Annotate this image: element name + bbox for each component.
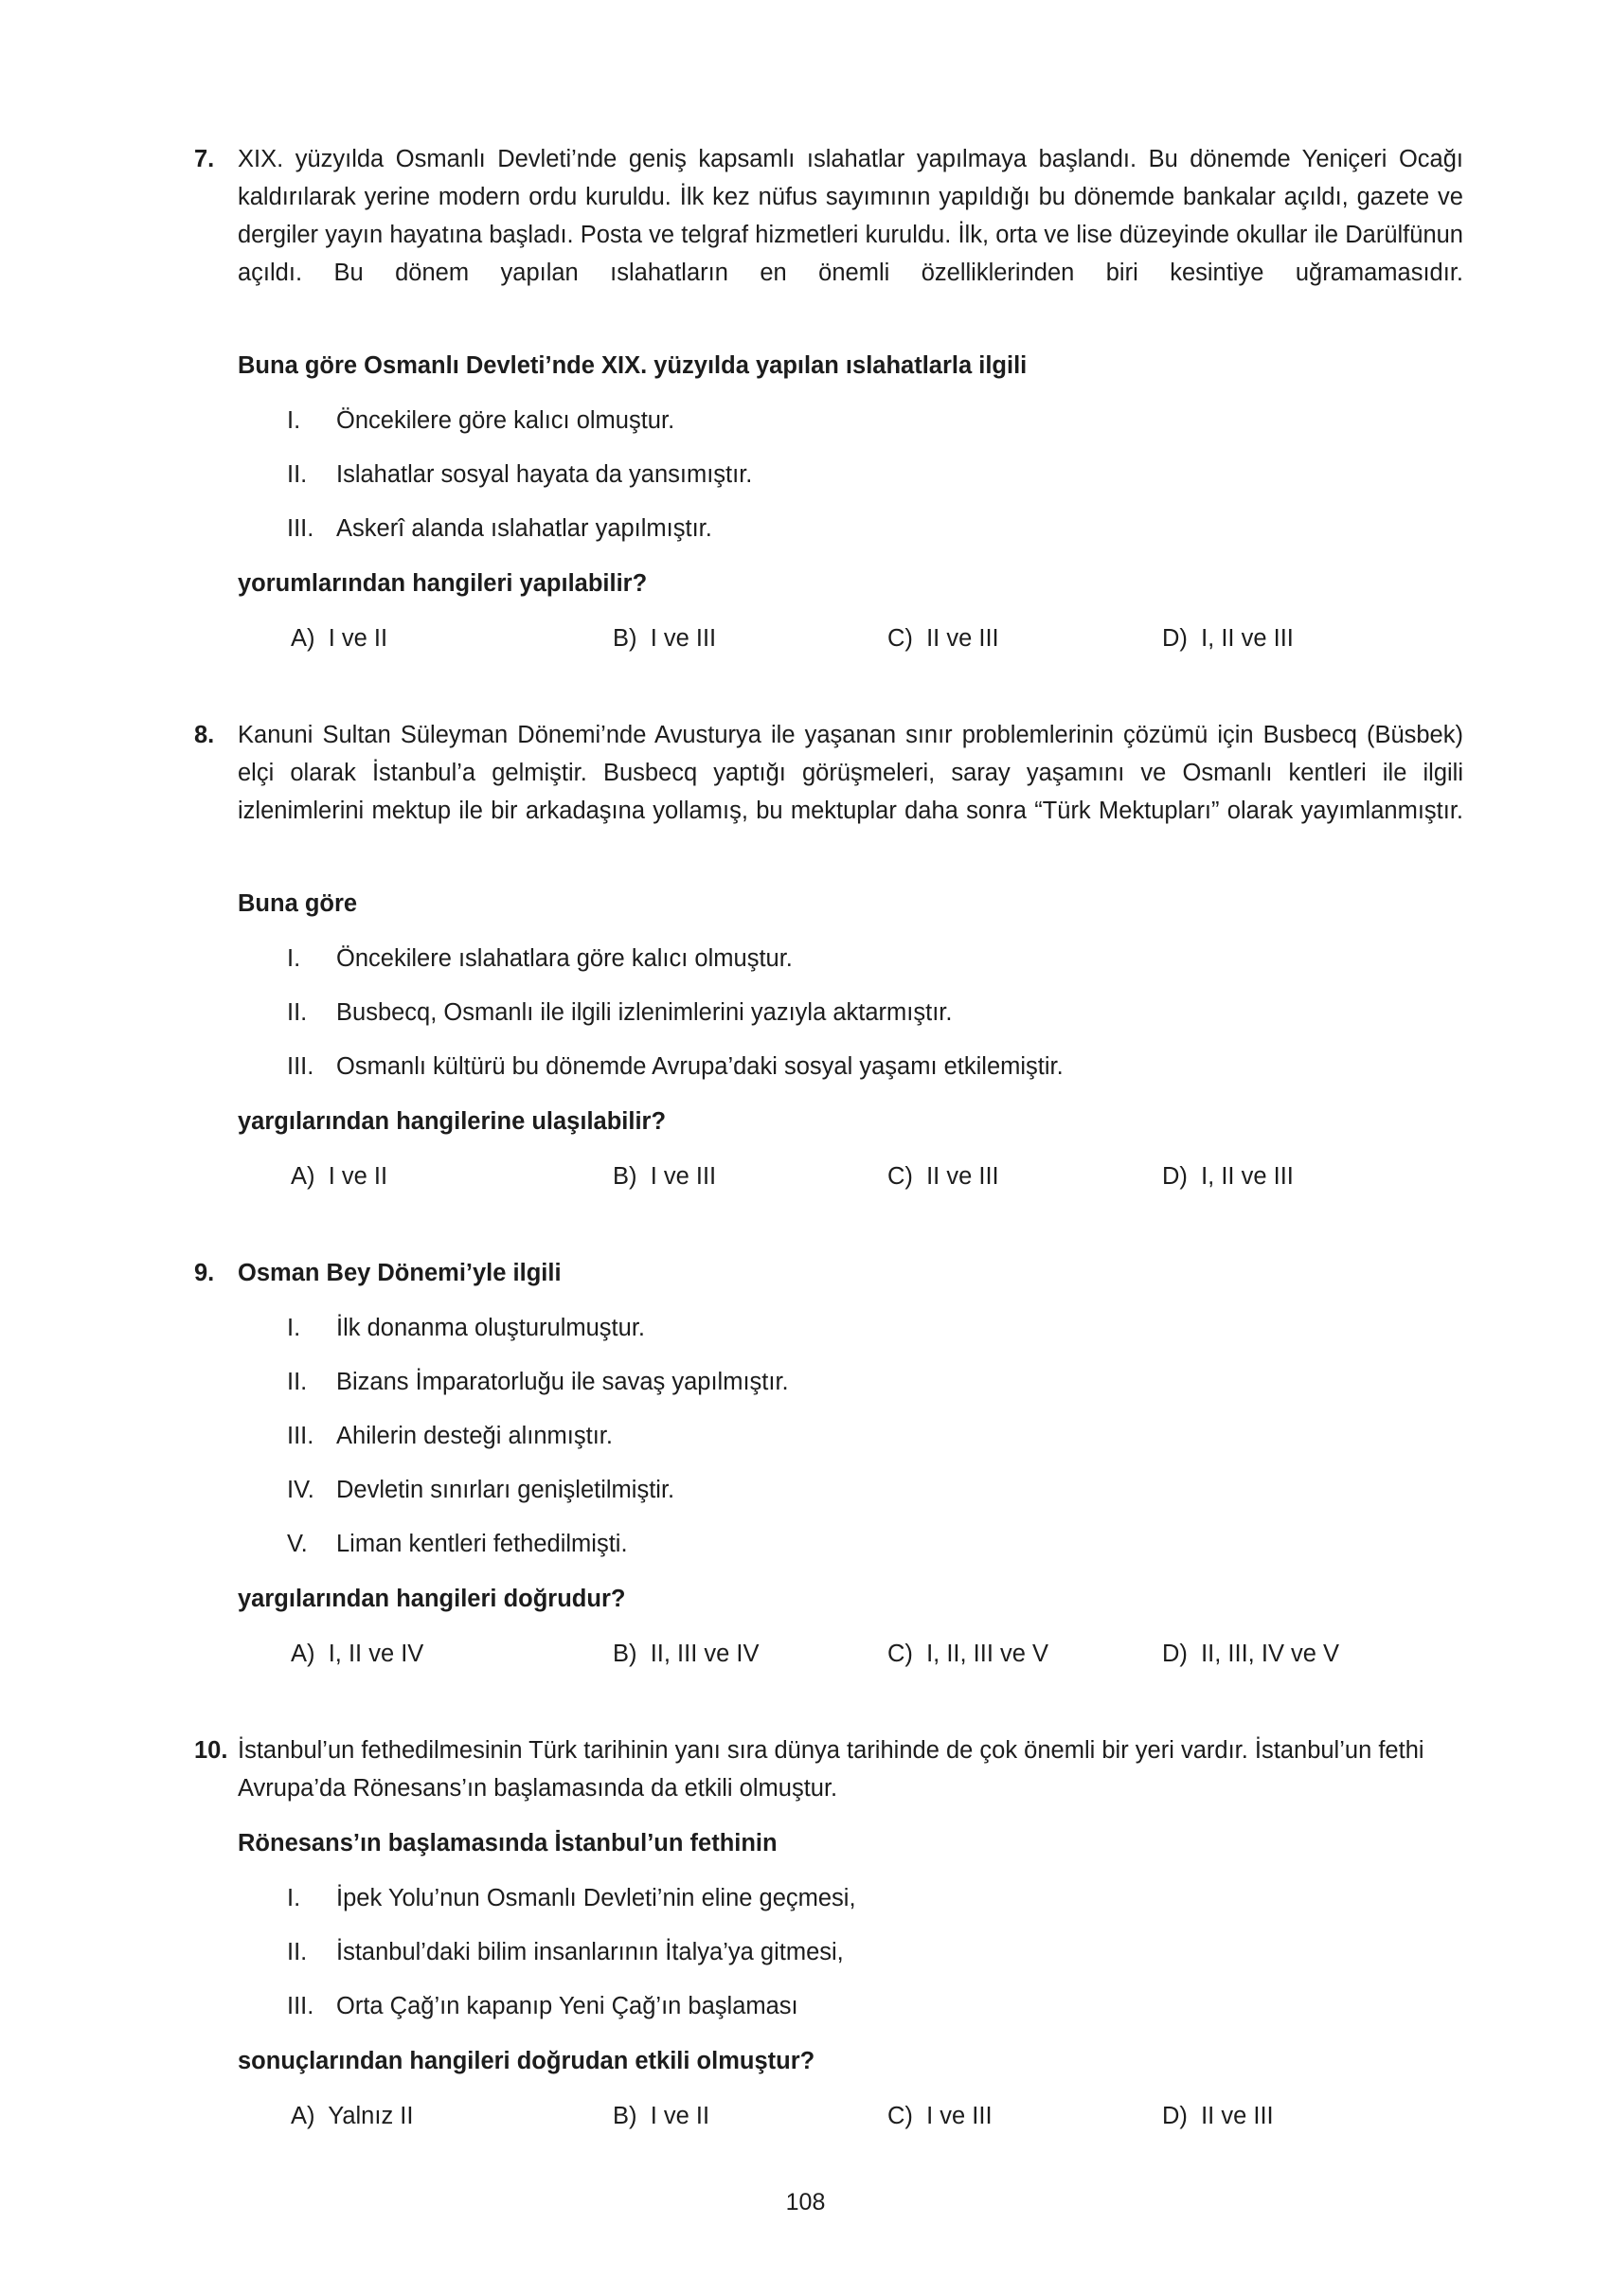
option-b[interactable]	[613, 619, 887, 657]
roman-marker: V.	[287, 1531, 308, 1557]
option-b-label: I ve II	[650, 2103, 710, 2129]
question-10-roman-list	[238, 1879, 1463, 2025]
option-a-letter: A)	[291, 2103, 322, 2129]
question-8-prompt: yargılarından hangilerine ulaşılabilir?	[238, 1108, 667, 1135]
option-d-letter: D)	[1162, 1641, 1194, 1667]
roman-marker: I.	[287, 945, 301, 972]
roman-text: Öncekilere ıslahatlara göre kalıcı olmuştur.	[336, 945, 793, 972]
spacer	[238, 602, 1463, 619]
question-8-roman-list	[238, 940, 1463, 1085]
list-item	[287, 456, 1463, 493]
spacer	[194, 1673, 1463, 1731]
roman-marker: III.	[287, 1993, 314, 2019]
list-item	[287, 510, 1463, 547]
option-d-label: II, III, IV ve V	[1201, 1641, 1340, 1667]
option-a-label: I ve II	[328, 625, 388, 652]
question-10-lead: Rönesans’ın başlamasında İstanbul’un fethinin	[238, 1830, 778, 1857]
list-item	[287, 1417, 1463, 1455]
roman-marker: III.	[287, 1053, 314, 1080]
option-d-label: II ve III	[1201, 2103, 1274, 2129]
question-9	[194, 1254, 1463, 1673]
question-7-lead: Buna göre Osmanlı Devleti’nde XIX. yüzyılda yapılan ıslahatlarla ilgili	[238, 352, 1028, 379]
option-c-label: II ve III	[926, 625, 999, 652]
page-content	[194, 140, 1463, 2135]
option-b-label: I ve III	[650, 625, 717, 652]
option-b-letter: B)	[613, 1163, 644, 1190]
question-10	[194, 1731, 1463, 2135]
option-d-label: I, II ve III	[1201, 1163, 1294, 1190]
roman-text: Osmanlı kültürü bu dönemde Avrupa’daki sosyal yaşamı etkilemiştir.	[336, 1053, 1064, 1080]
option-c[interactable]	[887, 619, 1162, 657]
spacer	[238, 923, 1463, 940]
list-item	[287, 994, 1463, 1031]
question-9-roman-list	[238, 1309, 1463, 1563]
option-a-label: Yalnız II	[328, 2103, 414, 2129]
option-c-letter: C)	[887, 1163, 920, 1190]
question-9-prompt: yargılarından hangileri doğrudur?	[238, 1586, 626, 1612]
option-a[interactable]	[291, 1157, 613, 1195]
option-a-label: I ve II	[328, 1163, 388, 1190]
list-item	[287, 402, 1463, 439]
question-10-prompt: sonuçlarından hangileri doğrudan etkili olmuştur?	[238, 2048, 815, 2074]
roman-marker: IV.	[287, 1477, 314, 1503]
question-7-options	[238, 619, 1463, 657]
option-a-letter: A)	[291, 1163, 322, 1190]
spacer	[238, 1862, 1463, 1879]
roman-text: Bizans İmparatorluğu ile savaş yapılmıştır.	[336, 1369, 789, 1395]
question-10-number: 10.	[194, 1737, 228, 1764]
list-item	[287, 1933, 1463, 1971]
spacer	[238, 1140, 1463, 1157]
question-7	[194, 140, 1463, 657]
option-d-letter: D)	[1162, 1163, 1194, 1190]
roman-marker: I.	[287, 1315, 301, 1341]
spacer	[238, 1618, 1463, 1635]
question-9-stem	[194, 1254, 1463, 1292]
option-a[interactable]	[291, 619, 613, 657]
roman-text: İpek Yolu’nun Osmanlı Devleti’nin eline geçmesi,	[336, 1885, 856, 1911]
list-item	[287, 1879, 1463, 1917]
roman-marker: II.	[287, 461, 308, 488]
question-7-number: 7.	[194, 146, 215, 172]
option-b-label: II, III ve IV	[650, 1641, 760, 1667]
option-d[interactable]	[1162, 2097, 1274, 2135]
question-10-options	[238, 2097, 1463, 2135]
spacer	[238, 547, 1463, 565]
option-c[interactable]	[887, 1157, 1162, 1195]
option-a[interactable]	[291, 2097, 613, 2135]
spacer	[194, 868, 1463, 885]
option-c-letter: C)	[887, 1641, 920, 1667]
roman-text: İlk donanma oluşturulmuştur.	[336, 1315, 645, 1341]
list-item	[287, 940, 1463, 978]
question-10-body	[194, 1824, 1463, 2135]
option-c-label: II ve III	[926, 1163, 999, 1190]
option-c-label: I ve III	[926, 2103, 993, 2129]
question-7-stem	[194, 140, 1463, 330]
question-9-lead: Osman Bey Dönemi’yle ilgili	[238, 1260, 562, 1286]
option-b-label: I ve III	[650, 1163, 717, 1190]
question-8-body	[194, 885, 1463, 1195]
roman-text: Devletin sınırları genişletilmiştir.	[336, 1477, 675, 1503]
roman-text: Askerî alanda ıslahatlar yapılmıştır.	[336, 515, 712, 542]
page-number: 108	[785, 2189, 826, 2215]
roman-marker: II.	[287, 1939, 308, 1965]
roman-text: Ahilerin desteği alınmıştır.	[336, 1423, 613, 1449]
question-8-stem	[194, 716, 1463, 868]
option-b-letter: B)	[613, 1641, 644, 1667]
question-9-options	[238, 1635, 1463, 1673]
spacer	[194, 1807, 1463, 1824]
roman-text: Orta Çağ’ın kapanıp Yeni Çağ’ın başlaması	[336, 1993, 798, 2019]
option-b[interactable]	[613, 2097, 887, 2135]
option-b[interactable]	[613, 1635, 887, 1673]
option-d-letter: D)	[1162, 625, 1194, 652]
list-item	[287, 1525, 1463, 1563]
option-a-label: I, II ve IV	[328, 1641, 424, 1667]
spacer	[238, 2025, 1463, 2042]
question-7-roman-list	[238, 402, 1463, 547]
option-c[interactable]	[887, 1635, 1162, 1673]
spacer	[238, 385, 1463, 402]
option-d[interactable]	[1162, 1635, 1339, 1673]
option-c[interactable]	[887, 2097, 1162, 2135]
option-c-letter: C)	[887, 625, 920, 652]
spacer	[194, 330, 1463, 347]
question-8-options	[238, 1157, 1463, 1195]
list-item	[287, 1987, 1463, 2025]
list-item	[287, 1309, 1463, 1347]
question-9-body	[194, 1309, 1463, 1673]
question-8-lead: Buna göre	[238, 890, 358, 917]
question-10-paragraph: İstanbul’un fethedilmesinin Türk tarihinin yanı sıra dünya tarihinde de çok önemli bir yeri vardır. İstanbul’un fethi Avrupa’da Rönesans’ın başlamasında da etkili olmuştur.	[238, 1737, 1424, 1802]
roman-text: İstanbul’daki bilim insanlarının İtalya’ya gitmesi,	[336, 1939, 844, 1965]
option-d[interactable]	[1162, 619, 1294, 657]
roman-text: Liman kentleri fethedilmişti.	[336, 1531, 628, 1557]
option-c-letter: C)	[887, 2103, 920, 2129]
spacer	[238, 2080, 1463, 2097]
question-10-stem	[194, 1731, 1463, 1807]
option-b-letter: B)	[613, 625, 644, 652]
option-a-letter: A)	[291, 1641, 322, 1667]
question-8	[194, 716, 1463, 1195]
option-c-label: I, II, III ve V	[926, 1641, 1049, 1667]
option-d[interactable]	[1162, 1157, 1294, 1195]
roman-text: Busbecq, Osmanlı ile ilgili izlenimlerini yazıyla aktarmıştır.	[336, 999, 953, 1026]
roman-marker: I.	[287, 1885, 301, 1911]
question-7-prompt: yorumlarından hangileri yapılabilir?	[238, 570, 648, 597]
option-d-letter: D)	[1162, 2103, 1194, 2129]
spacer	[194, 1195, 1463, 1254]
roman-marker: III.	[287, 515, 314, 542]
roman-text: Islahatlar sosyal hayata da yansımıştır.	[336, 461, 753, 488]
roman-marker: II.	[287, 1369, 308, 1395]
option-d-label: I, II ve III	[1201, 625, 1294, 652]
spacer	[238, 1085, 1463, 1103]
option-a-letter: A)	[291, 625, 322, 652]
roman-marker: I.	[287, 407, 301, 434]
spacer	[194, 657, 1463, 716]
spacer	[194, 1292, 1463, 1309]
question-9-number: 9.	[194, 1260, 215, 1286]
option-b[interactable]	[613, 1157, 887, 1195]
list-item	[287, 1363, 1463, 1401]
list-item	[287, 1471, 1463, 1509]
spacer	[238, 1563, 1463, 1580]
question-8-paragraph: Kanuni Sultan Süleyman Dönemi’nde Avusturya ile yaşanan sınır problemlerinin çözümü için Busbecq (Büsbek) elçi olarak İstanbul’a gelmiştir. Busbecq yaptığı görüşmeleri, saray yaşamını ve Osmanlı kentleri ile ilgili izlenimlerini mektup ile bir arkadaşına yollamış, bu mektuplar daha sonra “Türk Mektupları” olarak yayımlanmıştır.	[238, 722, 1463, 824]
question-8-number: 8.	[194, 722, 215, 748]
question-7-paragraph: XIX. yüzyılda Osmanlı Devleti’nde geniş kapsamlı ıslahatlar yapılmaya başlandı. Bu dönemde Yeniçeri Ocağı kaldırılarak yerine modern ordu kuruldu. İlk kez nüfus sayımının yapıldığı bu dönemde bankalar açıldı, gazete ve dergiler yayın hayatına başladı. Posta ve telgraf hizmetleri kuruldu. İlk, orta ve lise düzeyinde okullar ile Darülfünun açıldı. Bu dönem yapılan ıslahatların en önemli özelliklerinden biri kesintiye uğramamasıdır.	[238, 146, 1463, 286]
list-item	[287, 1048, 1463, 1085]
roman-text: Öncekilere göre kalıcı olmuştur.	[336, 407, 675, 434]
option-b-letter: B)	[613, 2103, 644, 2129]
question-7-body	[194, 347, 1463, 657]
roman-marker: II.	[287, 999, 308, 1026]
option-a[interactable]	[291, 1635, 613, 1673]
roman-marker: III.	[287, 1423, 314, 1449]
